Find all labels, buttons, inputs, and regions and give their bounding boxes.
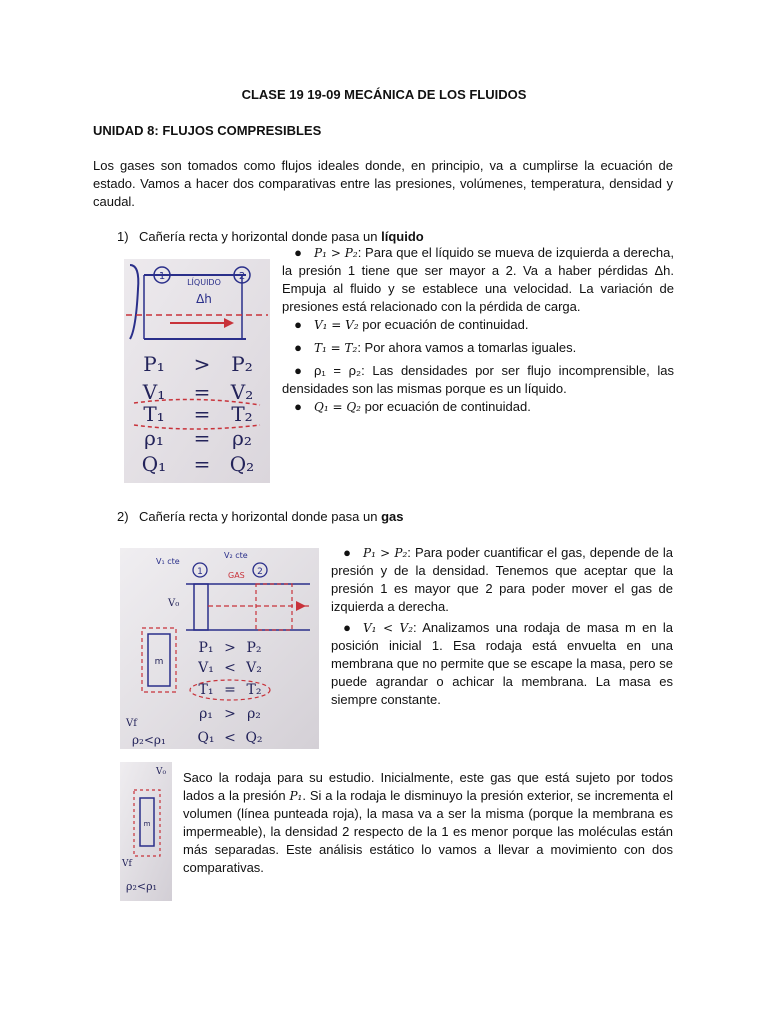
liquid-board-label: LÍQUIDO [187,278,221,287]
section-1-bullets [282,244,674,416]
liquid-row-3-op: = [193,402,211,426]
liquid-row-4-op: = [193,426,211,450]
gas-board-rho-cmp: ρ₂<ρ₁ [132,733,166,747]
section-2-bullet-2: ● V₁ < V₂: Analizamos una rodaja de masa m en la posición inicial 1. Esa rodaja está envuelta en una membrana que no permite que se escape la masa, pero se puede agrandar o achicar la membrana. La masa es siempre constante. [331,620,673,707]
gas-row-4-op: > [224,706,236,722]
liquid-row-4-left: ρ₁ [144,426,164,450]
section-1-bullet-4-math: ρ₁ = ρ₂ [314,363,362,378]
intro-paragraph: Los gases son tomados como flujos ideales donde, en principio, va a cumplirse la ecuación de estado. Vamos a hacer dos comparativas entre las presiones, volúmenes, temperatura, densidad y caudal. [93,158,673,209]
gas-row-4-left: ρ₁ [199,706,213,722]
section-1-bullet-2: ● V₁ = V₂ por ecuación de continuidad. [294,317,529,332]
liquid-row-3-right: T₂ [231,402,253,426]
liquid-row-5-right: Q₂ [229,452,255,476]
section-3-math: P₁ [289,789,303,803]
gas-row-2-right: V₂ [246,660,262,676]
gas-row-1-op: > [224,640,236,656]
gas-row-1-right: P₂ [246,640,262,656]
liquid-row-1-right: P₂ [231,352,253,376]
gas-board-vf: Vf [126,718,137,729]
liquid-row-2-right: V₂ [230,380,254,404]
gas-board-mass: m [154,657,164,667]
section-3-text-a: Saco la rodaja para su estudio. Inicialmente, este gas que está sujeto por todos lados a la presión [183,770,673,803]
section-2-bullet-2-text: : Analizamos una rodaja de masa m en la posición inicial 1. Esa rodaja está envuelta en una membrana que no permite que se escape la masa, pero se puede agrandar o achicar la membrana. La masa es siempre constante. [331,620,673,707]
liquid-row-2-left: V₁ [142,380,166,404]
section-1-bullet-5-text: por ecuación de continuidad. [360,399,531,414]
section-1-bullet-4-text: : Las densidades por ser flujo incomprensible, las densidades son las mismas porque es un líquido. [282,363,674,396]
section-1-bullet-4: ● ρ₁ = ρ₂: Las densidades por ser flujo incomprensible, las densidades son las mismas porque es un líquido. [282,363,674,396]
liquid-board-dh: Δh [196,292,212,306]
slice-board-mass: m [143,820,151,828]
section-2-heading-text: Cañería recta y horizontal donde pasa un [139,509,382,524]
liquid-row-1-op: > [193,352,211,376]
section-1-bullet-3: ● T₁ = T₂: Por ahora vamos a tomarlas iguales. [294,340,577,355]
slice-board-v0: V₀ [156,767,167,777]
section-2-bullet-1: ● P₁ > P₂: Para poder cuantificar el gas, depende de la presión y de la densidad. Tenemos que aceptar que la presión 1 es mayor que 2 para poder mover el gas de izquierda a derecha. [331,545,674,614]
liquid-row-5-left: Q₁ [141,452,167,476]
section-1-heading [117,229,424,244]
section-2-heading [117,509,404,524]
liquid-row-2-op: = [193,380,211,404]
section-1-bullet-3-math: T₁ = T₂ [314,341,358,355]
section-1-number: 1) [117,229,129,244]
liquid-board-num-1: 1 [158,271,166,282]
gas-row-3-op: = [224,682,236,698]
liquid-row-4-right: ρ₂ [232,426,252,450]
page-title: CLASE 19 19-09 MECÁNICA DE LOS FLUIDOS [241,87,527,102]
gas-row-1-left: P₁ [198,640,214,656]
gas-row-3-left: T₁ [198,682,214,698]
section-1-bullet-5-math: Q₁ = Q₂ [314,400,361,414]
liquid-row-1-left: P₁ [143,352,165,376]
slice-board-vf: Vf [122,859,132,869]
section-2-bullet-2-math: V₁ < V₂ [363,621,414,635]
whiteboard-photo-slice [120,762,172,901]
section-1-heading-text: Cañería recta y horizontal donde pasa un [139,229,382,244]
slice-board-rho-cmp: ρ₂<ρ₁ [126,880,157,893]
gas-row-2-op: < [224,660,236,676]
gas-board-num-2: 2 [257,567,263,577]
section-1-bullet-2-text: por ecuación de continuidad. [358,317,529,332]
section-3-paragraph [183,769,673,877]
section-2-bullets [331,544,673,709]
section-1-bullet-1-text: : Para que el líquido se mueva de izquierda a derecha, la presión 1 tiene que ser mayor a 2. Va a haber pérdidas Δh. Empuja al fluido y se establece una velocidad. La variación de presiones está relacionado con la pérdida de carga. [282,245,675,314]
whiteboard-photo-liquid [124,259,270,483]
section-2-bullet-1-math: P₁ > P₂ [363,546,408,560]
section-1-bullet-5: ● Q₁ = Q₂ por ecuación de continuidad. [294,399,531,414]
gas-row-4-right: ρ₂ [247,706,261,722]
section-1-bullet-2-math: V₁ = V₂ [314,318,359,332]
liquid-row-3-left: T₁ [143,402,165,426]
gas-board-gas-label: GAS [228,571,245,580]
section-2-number: 2) [117,509,129,524]
unit-heading: UNIDAD 8: FLUJOS COMPRESIBLES [93,123,322,138]
section-1-bullet-3-text: : Por ahora vamos a tomarlas iguales. [357,340,577,355]
section-1-heading-bold: líquido [381,229,424,244]
liquid-board-num-2: 2 [238,271,246,282]
section-2-bullet-1-text: : Para poder cuantificar el gas, depende de la presión y de la densidad. Tenemos que aceptar que la presión 1 es mayor que 2 para poder mover el gas de izquierda a derecha. [331,545,674,614]
liquid-row-5-op: = [193,452,211,476]
section-1-bullet-1: ● P₁ > P₂: Para que el líquido se mueva de izquierda a derecha, la presión 1 tiene que ser mayor a 2. Va a haber pérdidas Δh. Empuja al fluido y se establece una velocidad. La variación de presiones está relacionado con la pérdida de carga. [282,245,675,314]
gas-board-v0: V₀ [168,598,180,609]
gas-board-v1-label: V₁ cte [156,557,180,566]
gas-row-3-right: T₂ [246,682,262,698]
gas-board-v2-label: V₂ cte [224,551,248,560]
section-1-bullet-1-math: P₁ > P₂ [314,246,358,260]
gas-row-5-left: Q₁ [197,730,215,746]
section-2-heading-bold: gas [381,509,404,524]
gas-row-5-op: < [224,730,236,746]
gas-board-num-1: 1 [197,567,203,577]
gas-row-5-right: Q₂ [245,730,263,746]
whiteboard-photo-gas [120,548,319,749]
gas-row-2-left: V₁ [198,660,214,676]
section-3-text-b: . Si a la rodaja le disminuyo la presión exterior, se incrementa el volumen (línea punteada roja), la masa va a ser la misma (porque la membrana es impermeable), la densidad 2 respecto de la 1 es menor porque las moléculas están más separadas. Este análisis estático lo vamos a llevar a movimiento con dos comparativas. [183,788,674,875]
